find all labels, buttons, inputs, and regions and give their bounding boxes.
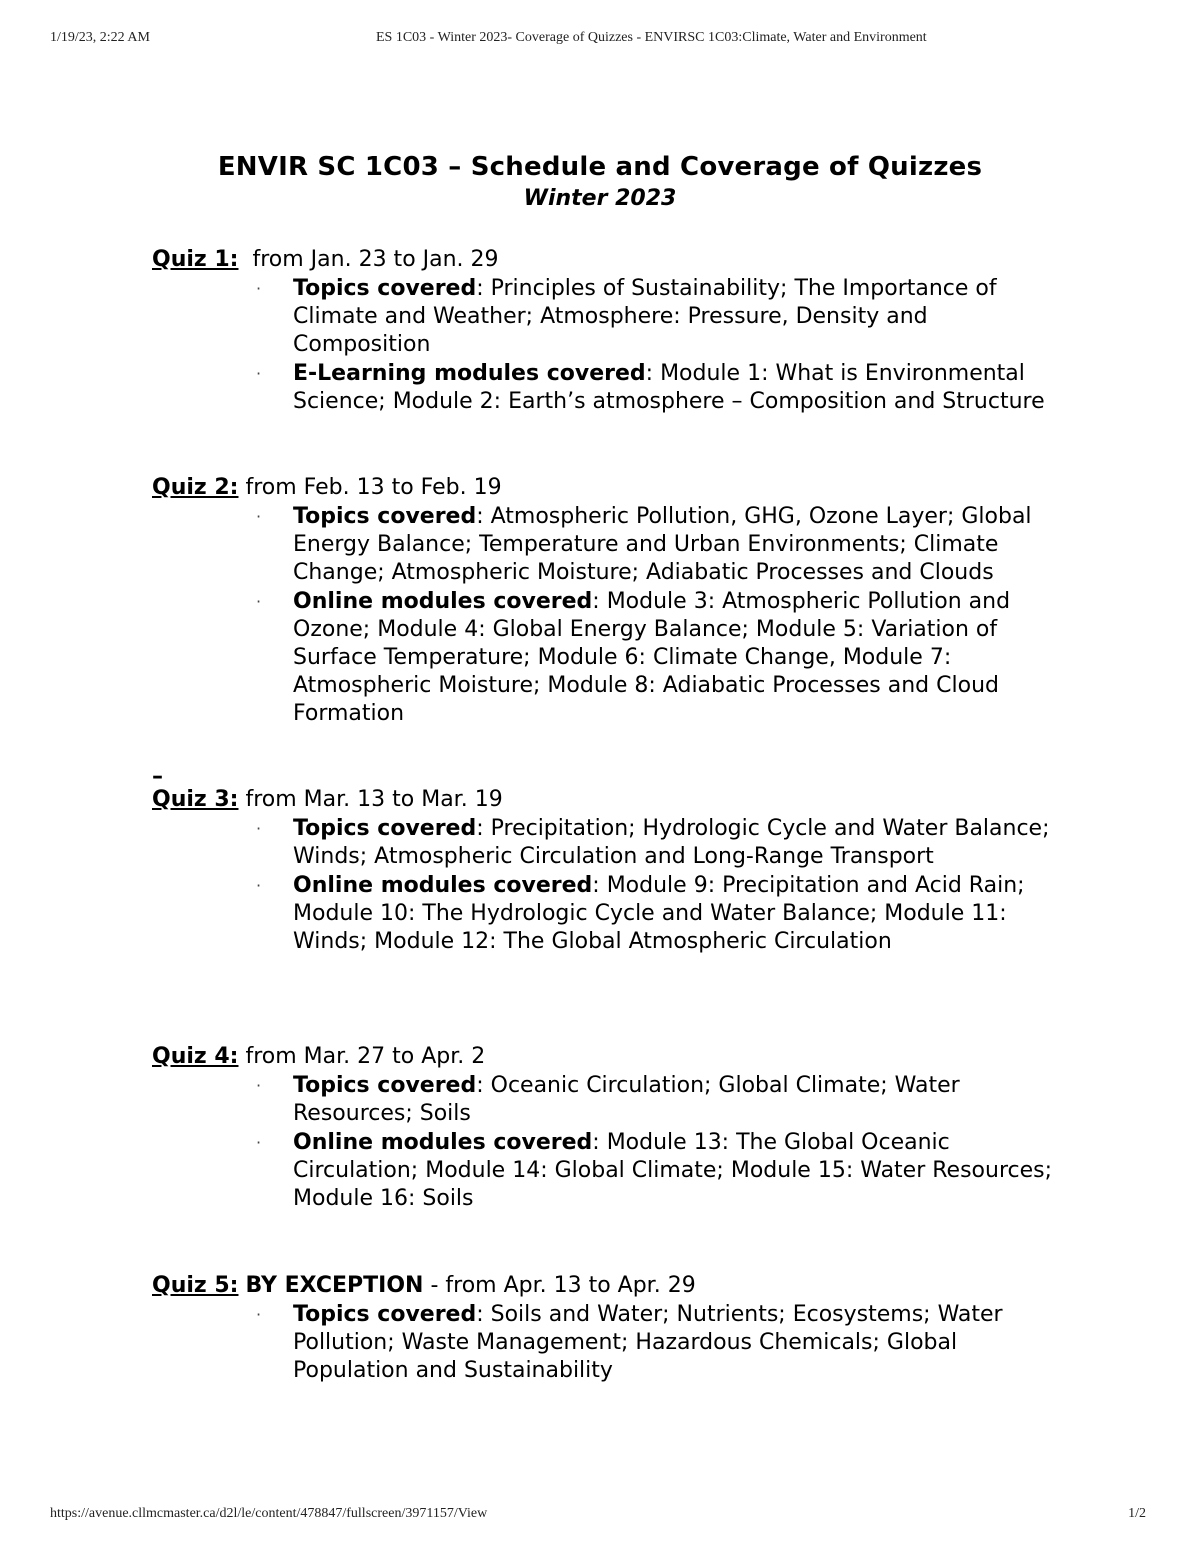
quiz-bullet [152,815,1053,871]
quiz-bullet-list [152,275,1052,416]
stray-mark: – [152,764,163,789]
print-datetime: 1/19/23, 2:22 AM [50,30,150,45]
quiz-dates: from Jan. 23 to Jan. 29 [252,247,499,272]
bullet-dot-icon: · [256,592,262,611]
quiz-section [152,1043,1052,1213]
bullet-dot-icon: · [256,819,262,838]
bullet-label: Topics covered [293,276,477,301]
quiz-bullet-list [152,815,1052,956]
quiz-bullet [152,1129,1053,1213]
quiz-label: Quiz 5: [152,1273,239,1298]
quiz-bullet [152,1301,1053,1385]
bullet-text: : Atmospheric Pollution, GHG, Ozone Layer; Global Energy Balance; Temperature and Urban Environments; Climate Change; Atmospheric Moisture; Adiabatic Processes and Clouds [293,504,1032,585]
bullet-text: : Module 13: The Global Oceanic Circulation; Module 14: Global Climate; Module 15: Water Resources; Module 16: Soils [293,1130,1053,1211]
bullet-text: : Oceanic Circulation; Global Climate; Water Resources; Soils [293,1073,960,1126]
quiz-label: Quiz 2: [152,475,239,500]
bullet-dot-icon: · [256,1076,262,1095]
bullet-label: Online modules covered [293,589,593,614]
quiz-section [152,786,1052,956]
quiz-bullet [152,360,1053,416]
document-subtitle: Winter 2023 [523,186,677,211]
quiz-bullet [152,1072,1053,1128]
quiz-section [152,1272,1052,1385]
quiz-emphasis: BY EXCEPTION [245,1273,424,1298]
bullet-label: Online modules covered [293,873,593,898]
quiz-heading [152,474,1052,502]
quiz-heading [152,1043,1052,1071]
quiz-section [152,474,1052,728]
bullet-dot-icon: · [256,279,262,298]
document-title: ENVIR SC 1C03 – Schedule and Coverage of Quizzes [217,152,983,182]
bullet-text: : Module 9: Precipitation and Acid Rain; Module 10: The Hydrologic Cycle and Water Balance; Module 11: Winds; Module 12: The Global Atmospheric Circulation [293,873,1025,954]
quiz-dates: from Mar. 27 to Apr. 2 [245,1044,486,1069]
quiz-bullet [152,872,1053,956]
bullet-label: Topics covered [293,1073,477,1098]
quiz-bullet [152,275,1053,359]
bullet-label: Topics covered [293,1302,477,1327]
quiz-label: Quiz 4: [152,1044,239,1069]
bullet-label: Online modules covered [293,1130,593,1155]
bullet-label: E-Learning modules covered [293,361,646,386]
bullet-dot-icon: · [256,1305,262,1324]
quiz-dates: - from Apr. 13 to Apr. 29 [430,1273,696,1298]
bullet-text: : Soils and Water; Nutrients; Ecosystems; Water Pollution; Waste Management; Hazardous Chemicals; Global Population and Sustainability [293,1302,1003,1383]
quiz-heading [152,246,1052,274]
print-url: https://avenue.cllmcmaster.ca/d2l/le/content/478847/fullscreen/3971157/View [50,1506,488,1521]
quiz-bullet-list [152,1072,1052,1213]
bullet-text: : Module 1: What is Environmental Science; Module 2: Earth’s atmosphere – Composition and Structure [293,361,1045,414]
print-page-number: 1/2 [1128,1506,1146,1521]
quiz-bullet-list [152,503,1052,728]
print-page-title: ES 1C03 - Winter 2023- Coverage of Quizzes - ENVIRSC 1C03:Climate, Water and Environment [376,30,927,45]
quiz-bullet-list [152,1301,1052,1385]
bullet-dot-icon: · [256,1133,262,1152]
bullet-dot-icon: · [256,364,262,383]
quiz-label: Quiz 3: [152,787,239,812]
bullet-text: : Principles of Sustainability; The Importance of Climate and Weather; Atmosphere: Pressure, Density and Composition [293,276,997,357]
bullet-dot-icon: · [256,507,262,526]
quiz-dates: from Feb. 13 to Feb. 19 [245,475,502,500]
bullet-label: Topics covered [293,816,477,841]
quiz-dates: from Mar. 13 to Mar. 19 [245,787,503,812]
quiz-section [152,246,1052,416]
quiz-heading [152,786,1052,814]
bullet-text: : Precipitation; Hydrologic Cycle and Water Balance; Winds; Atmospheric Circulation and Long-Range Transport [293,816,1050,869]
quiz-heading [152,1272,1052,1300]
bullet-label: Topics covered [293,504,477,529]
quiz-bullet [152,588,1053,728]
quiz-label: Quiz 1: [152,247,239,272]
bullet-text: : Module 3: Atmospheric Pollution and Ozone; Module 4: Global Energy Balance; Module 5: Variation of Surface Temperature; Module 6: Climate Change, Module 7: Atmospheric Moisture; Module 8: Adiabatic Processes and Cloud Formation [293,589,1011,726]
quiz-bullet [152,503,1053,587]
bullet-dot-icon: · [256,876,262,895]
